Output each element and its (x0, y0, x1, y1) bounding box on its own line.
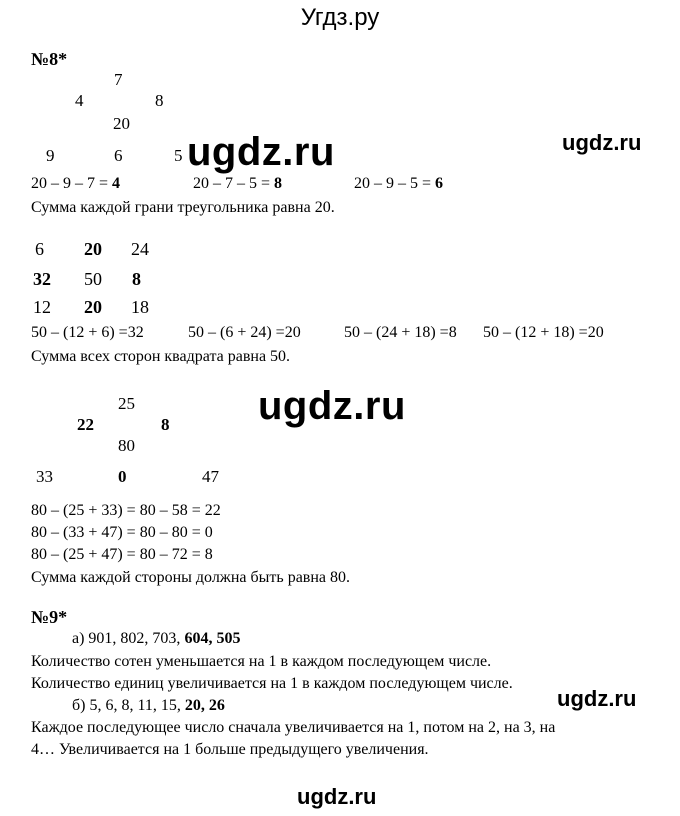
watermark-small-2: ugdz.ru (557, 686, 637, 711)
square-r2-c3: 8 (132, 269, 141, 289)
square-equation-1: 50 – (12 + 6) =32 (31, 324, 144, 341)
triangle1-center: 20 (113, 114, 130, 133)
task9-a-sequence: а) 901, 802, 703, 604, 505 (72, 630, 241, 647)
task9-a-line1: Количество сотен уменьшается на 1 в каждом последующем числе. (31, 653, 492, 670)
square-r3-c1: 12 (33, 297, 51, 317)
square-r1-c2: 20 (84, 239, 102, 259)
watermark-footer: ugdz.ru (297, 784, 377, 809)
square-r2-c1: 32 (33, 269, 51, 289)
watermark-small-1: ugdz.ru (562, 130, 642, 155)
task9-b-sequence: б) 5, 6, 8, 11, 15, 20, 26 (72, 697, 225, 714)
triangle1-bottom-left: 9 (46, 146, 55, 165)
triangle2-bottom-right: 47 (202, 467, 219, 486)
square-r1-c1: 6 (35, 239, 44, 259)
square-r3-c2: 20 (84, 297, 102, 317)
triangle2-bottom-mid: 0 (118, 467, 127, 486)
triangle2-note: Сумма каждой стороны должна быть равна 80. (31, 569, 351, 586)
triangle2-top: 25 (118, 394, 135, 413)
triangle2-left: 22 (77, 415, 94, 434)
triangle1-left: 4 (75, 91, 84, 110)
square-equation-3: 50 – (24 + 18) =8 (344, 324, 457, 341)
triangle1-equation-3: 20 – 9 – 5 = 6 (354, 175, 444, 192)
task9-a-line2: Количество единиц увеличивается на 1 в каждом последующем числе. (31, 675, 513, 692)
watermark-large-2: ugdz.ru (258, 384, 406, 428)
task8-label: №8* (31, 49, 68, 69)
square-r2-c2: 50 (84, 269, 102, 289)
triangle2-equation-2: 80 – (33 + 47) = 80 – 80 = 0 (31, 524, 213, 541)
triangle2-center: 80 (118, 436, 135, 455)
task9-label: №9* (31, 607, 68, 627)
square-r1-c3: 24 (131, 239, 149, 259)
square-r3-c3: 18 (131, 297, 149, 317)
triangle1-top: 7 (114, 70, 123, 89)
triangle1-note: Сумма каждой грани треугольника равна 20. (31, 199, 335, 216)
watermark-large-1: ugdz.ru (187, 130, 335, 174)
site-title: Угдз.ру (300, 4, 380, 31)
square-equation-2: 50 – (6 + 24) =20 (188, 324, 301, 341)
triangle2-right: 8 (161, 415, 170, 434)
triangle1-equation-2: 20 – 7 – 5 = 8 (193, 175, 283, 192)
square-equation-4: 50 – (12 + 18) =20 (483, 324, 604, 341)
triangle1-right: 8 (155, 91, 164, 110)
task9-b-line2: 4… Увеличивается на 1 больше предыдущего увеличения. (31, 741, 429, 758)
task9-b-line1: Каждое последующее число сначала увеличивается на 1, потом на 2, на 3, на (31, 719, 556, 736)
square-note: Сумма всех сторон квадрата равна 50. (31, 348, 291, 365)
triangle2-equation-1: 80 – (25 + 33) = 80 – 58 = 22 (31, 502, 221, 519)
triangle2-equation-3: 80 – (25 + 47) = 80 – 72 = 8 (31, 546, 213, 563)
triangle1-bottom-mid: 6 (114, 146, 123, 165)
triangle1-equation-1: 20 – 9 – 7 = 4 (31, 175, 121, 192)
triangle2-bottom-left: 33 (36, 467, 53, 486)
triangle1-bottom-right: 5 (174, 146, 183, 165)
